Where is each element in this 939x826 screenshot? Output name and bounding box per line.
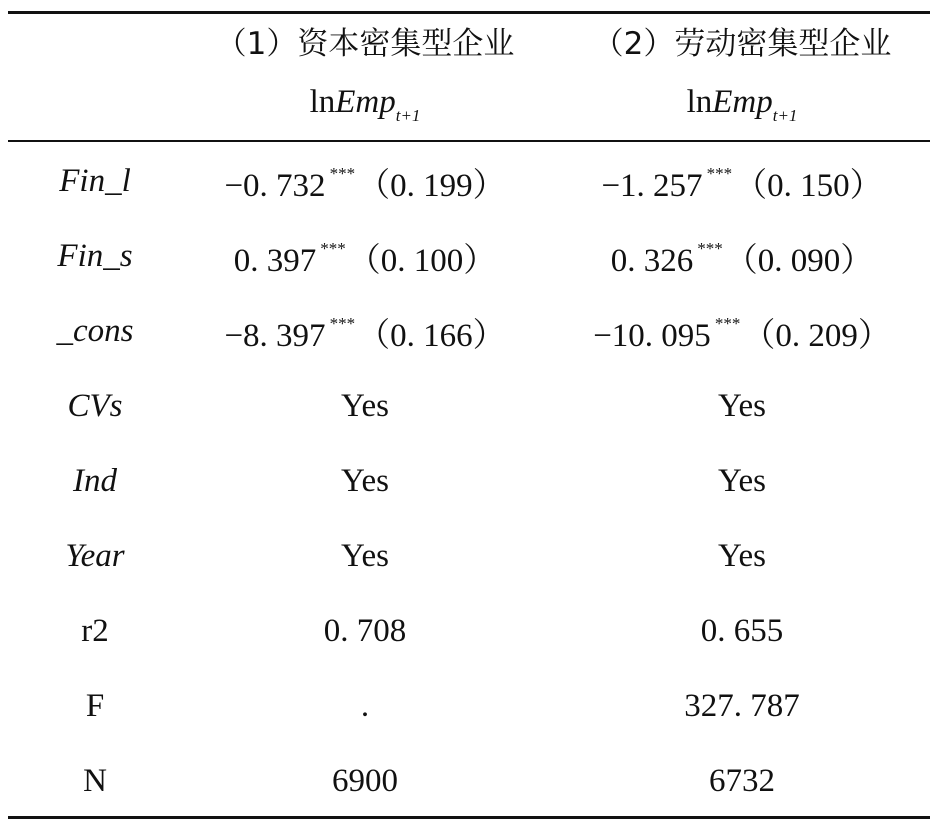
table-cell: [593, 315, 891, 353]
table-cell: [601, 165, 882, 203]
significance-stars: ***: [714, 314, 741, 333]
var-prefix: ln: [309, 84, 336, 120]
significance-stars: ***: [329, 314, 356, 333]
row-label: Fin_l: [59, 163, 131, 199]
row-label: _cons: [56, 313, 134, 349]
table-cell: 0. 708: [323, 613, 407, 649]
var-subscript: t+1: [772, 106, 798, 125]
row-label: N: [83, 763, 107, 799]
significance-stars: ***: [320, 239, 346, 258]
coefficient: −10. 095: [593, 318, 711, 354]
bottom-rule: [8, 816, 930, 819]
table-cell: Yes: [717, 388, 767, 424]
table-cell: 327. 787: [684, 688, 800, 724]
table-cell: 0. 655: [700, 613, 784, 649]
significance-stars: ***: [697, 239, 723, 258]
coefficient: 0. 326: [610, 243, 694, 279]
standard-error: （0. 150）: [734, 168, 883, 204]
column-1-dependent-variable: [310, 86, 421, 124]
top-rule: [8, 11, 930, 14]
table-cell: 6732: [709, 763, 775, 799]
table-cell: .: [360, 688, 370, 724]
row-label: Ind: [73, 463, 117, 499]
row-label: r2: [81, 613, 109, 649]
row-label: CVs: [67, 388, 123, 424]
standard-error: （0. 166）: [357, 318, 506, 354]
table-cell: 6900: [332, 763, 398, 799]
row-label: F: [85, 688, 105, 724]
significance-stars: ***: [706, 164, 733, 183]
table-cell: Yes: [340, 538, 390, 574]
row-label: Fin_s: [57, 238, 133, 274]
standard-error: （0. 209）: [742, 318, 891, 354]
standard-error: （0. 090）: [724, 243, 874, 279]
standard-error: （0. 199）: [357, 168, 506, 204]
coefficient: −1. 257: [601, 168, 703, 204]
table-cell: [234, 240, 497, 278]
standard-error: （0. 100）: [347, 243, 497, 279]
table-cell: Yes: [340, 388, 390, 424]
significance-stars: ***: [329, 164, 356, 183]
table-cell: [224, 315, 505, 353]
header-rule: [8, 140, 930, 142]
column-1-heading: （1）资本密集型企业: [215, 26, 515, 62]
coefficient: −8. 397: [224, 318, 326, 354]
table-cell: [611, 240, 874, 278]
var-name: Emp: [712, 84, 773, 120]
coefficient: −0. 732: [224, 168, 326, 204]
column-2-dependent-variable: [687, 86, 798, 124]
var-subscript: t+1: [395, 106, 421, 125]
var-prefix: ln: [686, 84, 713, 120]
table-cell: [224, 165, 505, 203]
var-name: Emp: [335, 84, 396, 120]
coefficient: 0. 397: [233, 243, 317, 279]
table-cell: Yes: [717, 463, 767, 499]
row-label: Year: [65, 538, 125, 574]
table-cell: Yes: [340, 463, 390, 499]
table-cell: Yes: [717, 538, 767, 574]
column-2-heading: （2）劳动密集型企业: [592, 26, 892, 62]
